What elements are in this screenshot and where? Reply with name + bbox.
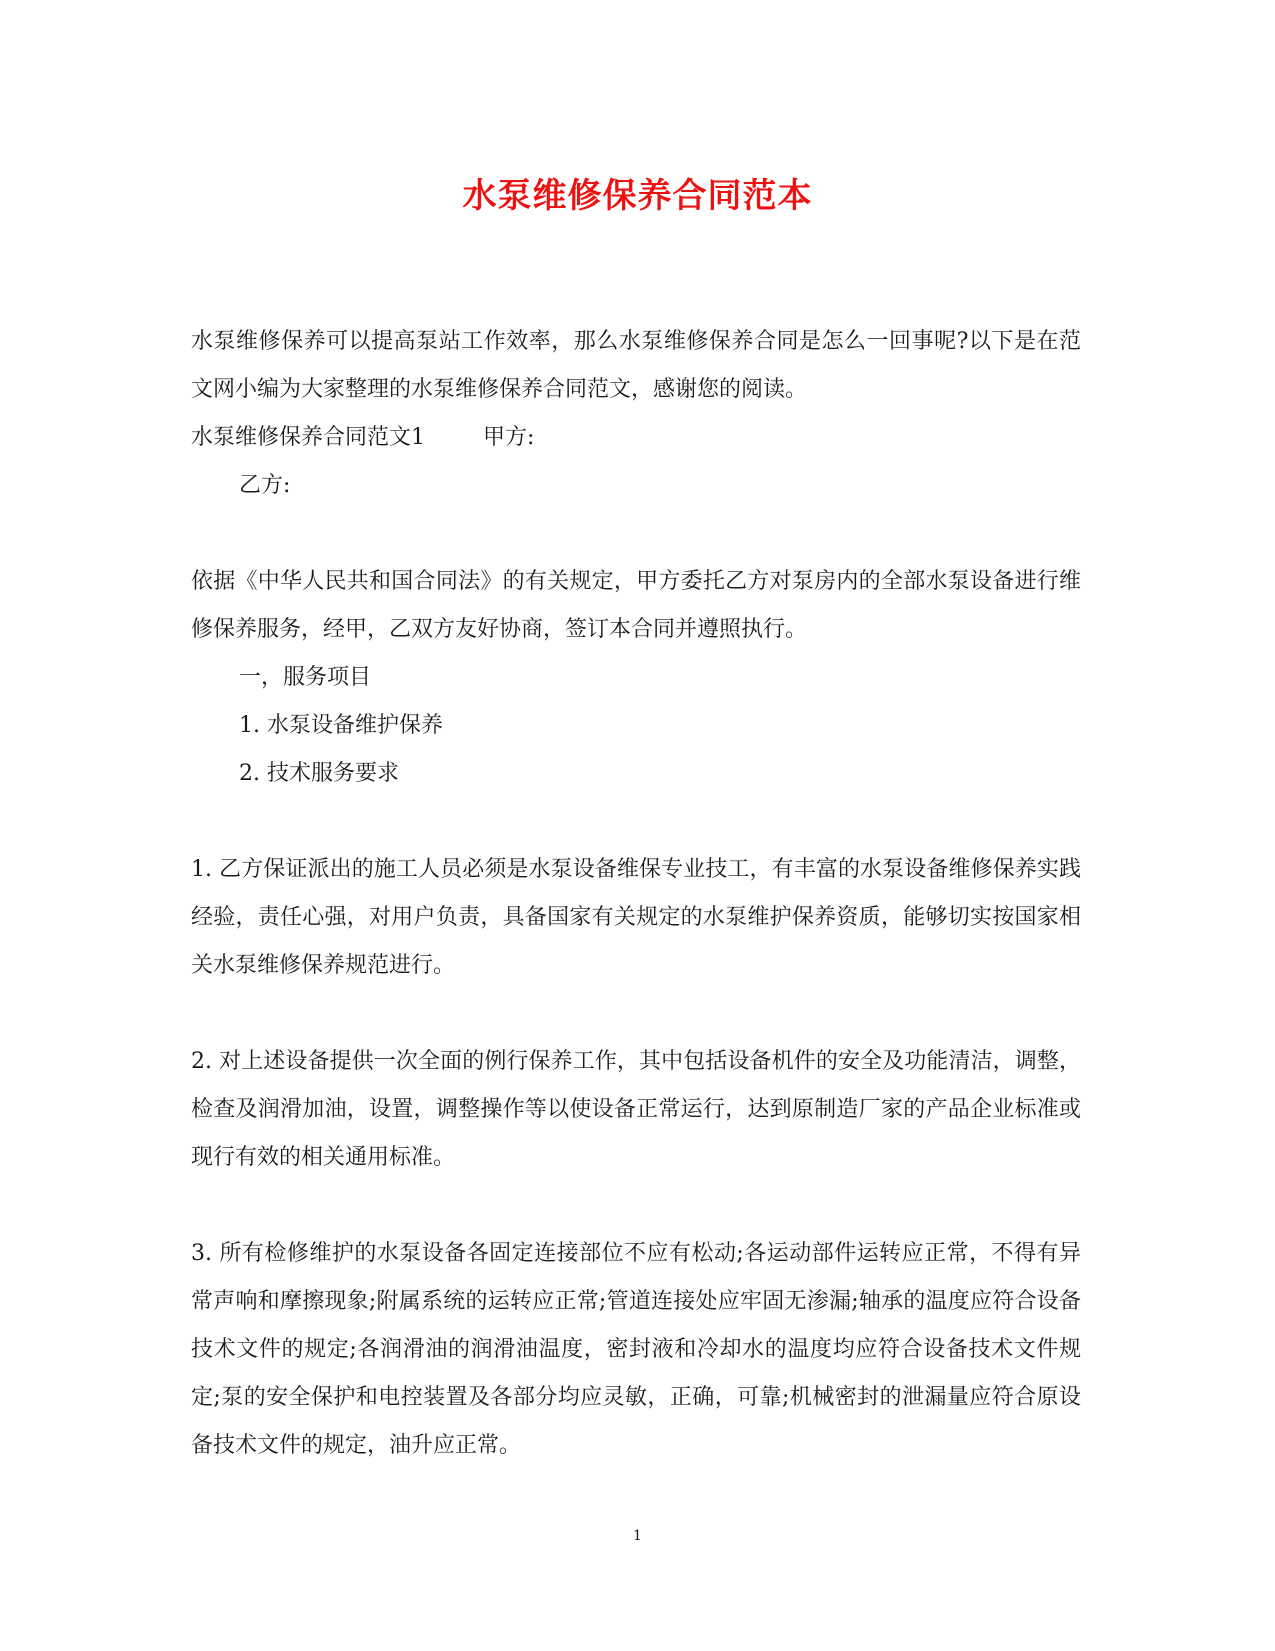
sample-heading: 水泵维修保养合同范文1	[191, 425, 425, 450]
page-number: 1	[633, 1528, 642, 1544]
intro-paragraph: 水泵维修保养可以提高泵站工作效率，那么水泵维修保养合同是怎么一回事呢?以下是在范文网小编为大家整理的水泵维修保养合同范文，感谢您的阅读。	[191, 329, 1081, 402]
clause-1-paragraph: 1. 乙方保证派出的施工人员必须是水泵设备维保专业技工，有丰富的水泵设备维修保养实践经验，责任心强，对用户负责，具备国家有关规定的水泵维护保养资质，能够切实按国家相关水泵维修保养规范进行。	[191, 857, 1081, 978]
preamble-paragraph: 依据《中华人民共和国合同法》的有关规定，甲方委托乙方对泵房内的全部水泵设备进行维修保养服务，经甲，乙双方友好协商，签订本合同并遵照执行。	[191, 569, 1081, 642]
clause-2-paragraph: 2. 对上述设备提供一次全面的例行保养工作，其中包括设备机件的安全及功能清洁，调整，检查及润滑加油，设置，调整操作等以使设备正常运行，达到原制造厂家的产品企业标准或现行有效的相关通用标准。	[191, 1049, 1081, 1170]
document-title: 水泵维修保养合同范本	[462, 176, 813, 216]
party-b-label: 乙方:	[239, 473, 291, 498]
section-heading: 一，服务项目	[239, 665, 372, 690]
document-body	[191, 318, 1081, 1470]
service-item-1: 1. 水泵设备维护保养	[239, 713, 443, 738]
clause-3-paragraph: 3. 所有检修维护的水泵设备各固定连接部位不应有松动;各运动部件运转应正常，不得有异常声响和摩擦现象;附属系统的运转应正常;管道连接处应牢固无渗漏;轴承的温度应符合设备技术文件的规定;各润滑油的润滑油温度，密封液和冷却水的温度均应符合设备技术文件规定;泵的安全保护和电控装置及各部分均应灵敏，正确，可靠;机械密封的泄漏量应符合原设备技术文件的规定，油升应正常。	[191, 1241, 1081, 1458]
sample-heading-line	[191, 414, 1081, 462]
party-a-label: 甲方:	[483, 425, 535, 450]
service-item-2: 2. 技术服务要求	[239, 761, 399, 786]
